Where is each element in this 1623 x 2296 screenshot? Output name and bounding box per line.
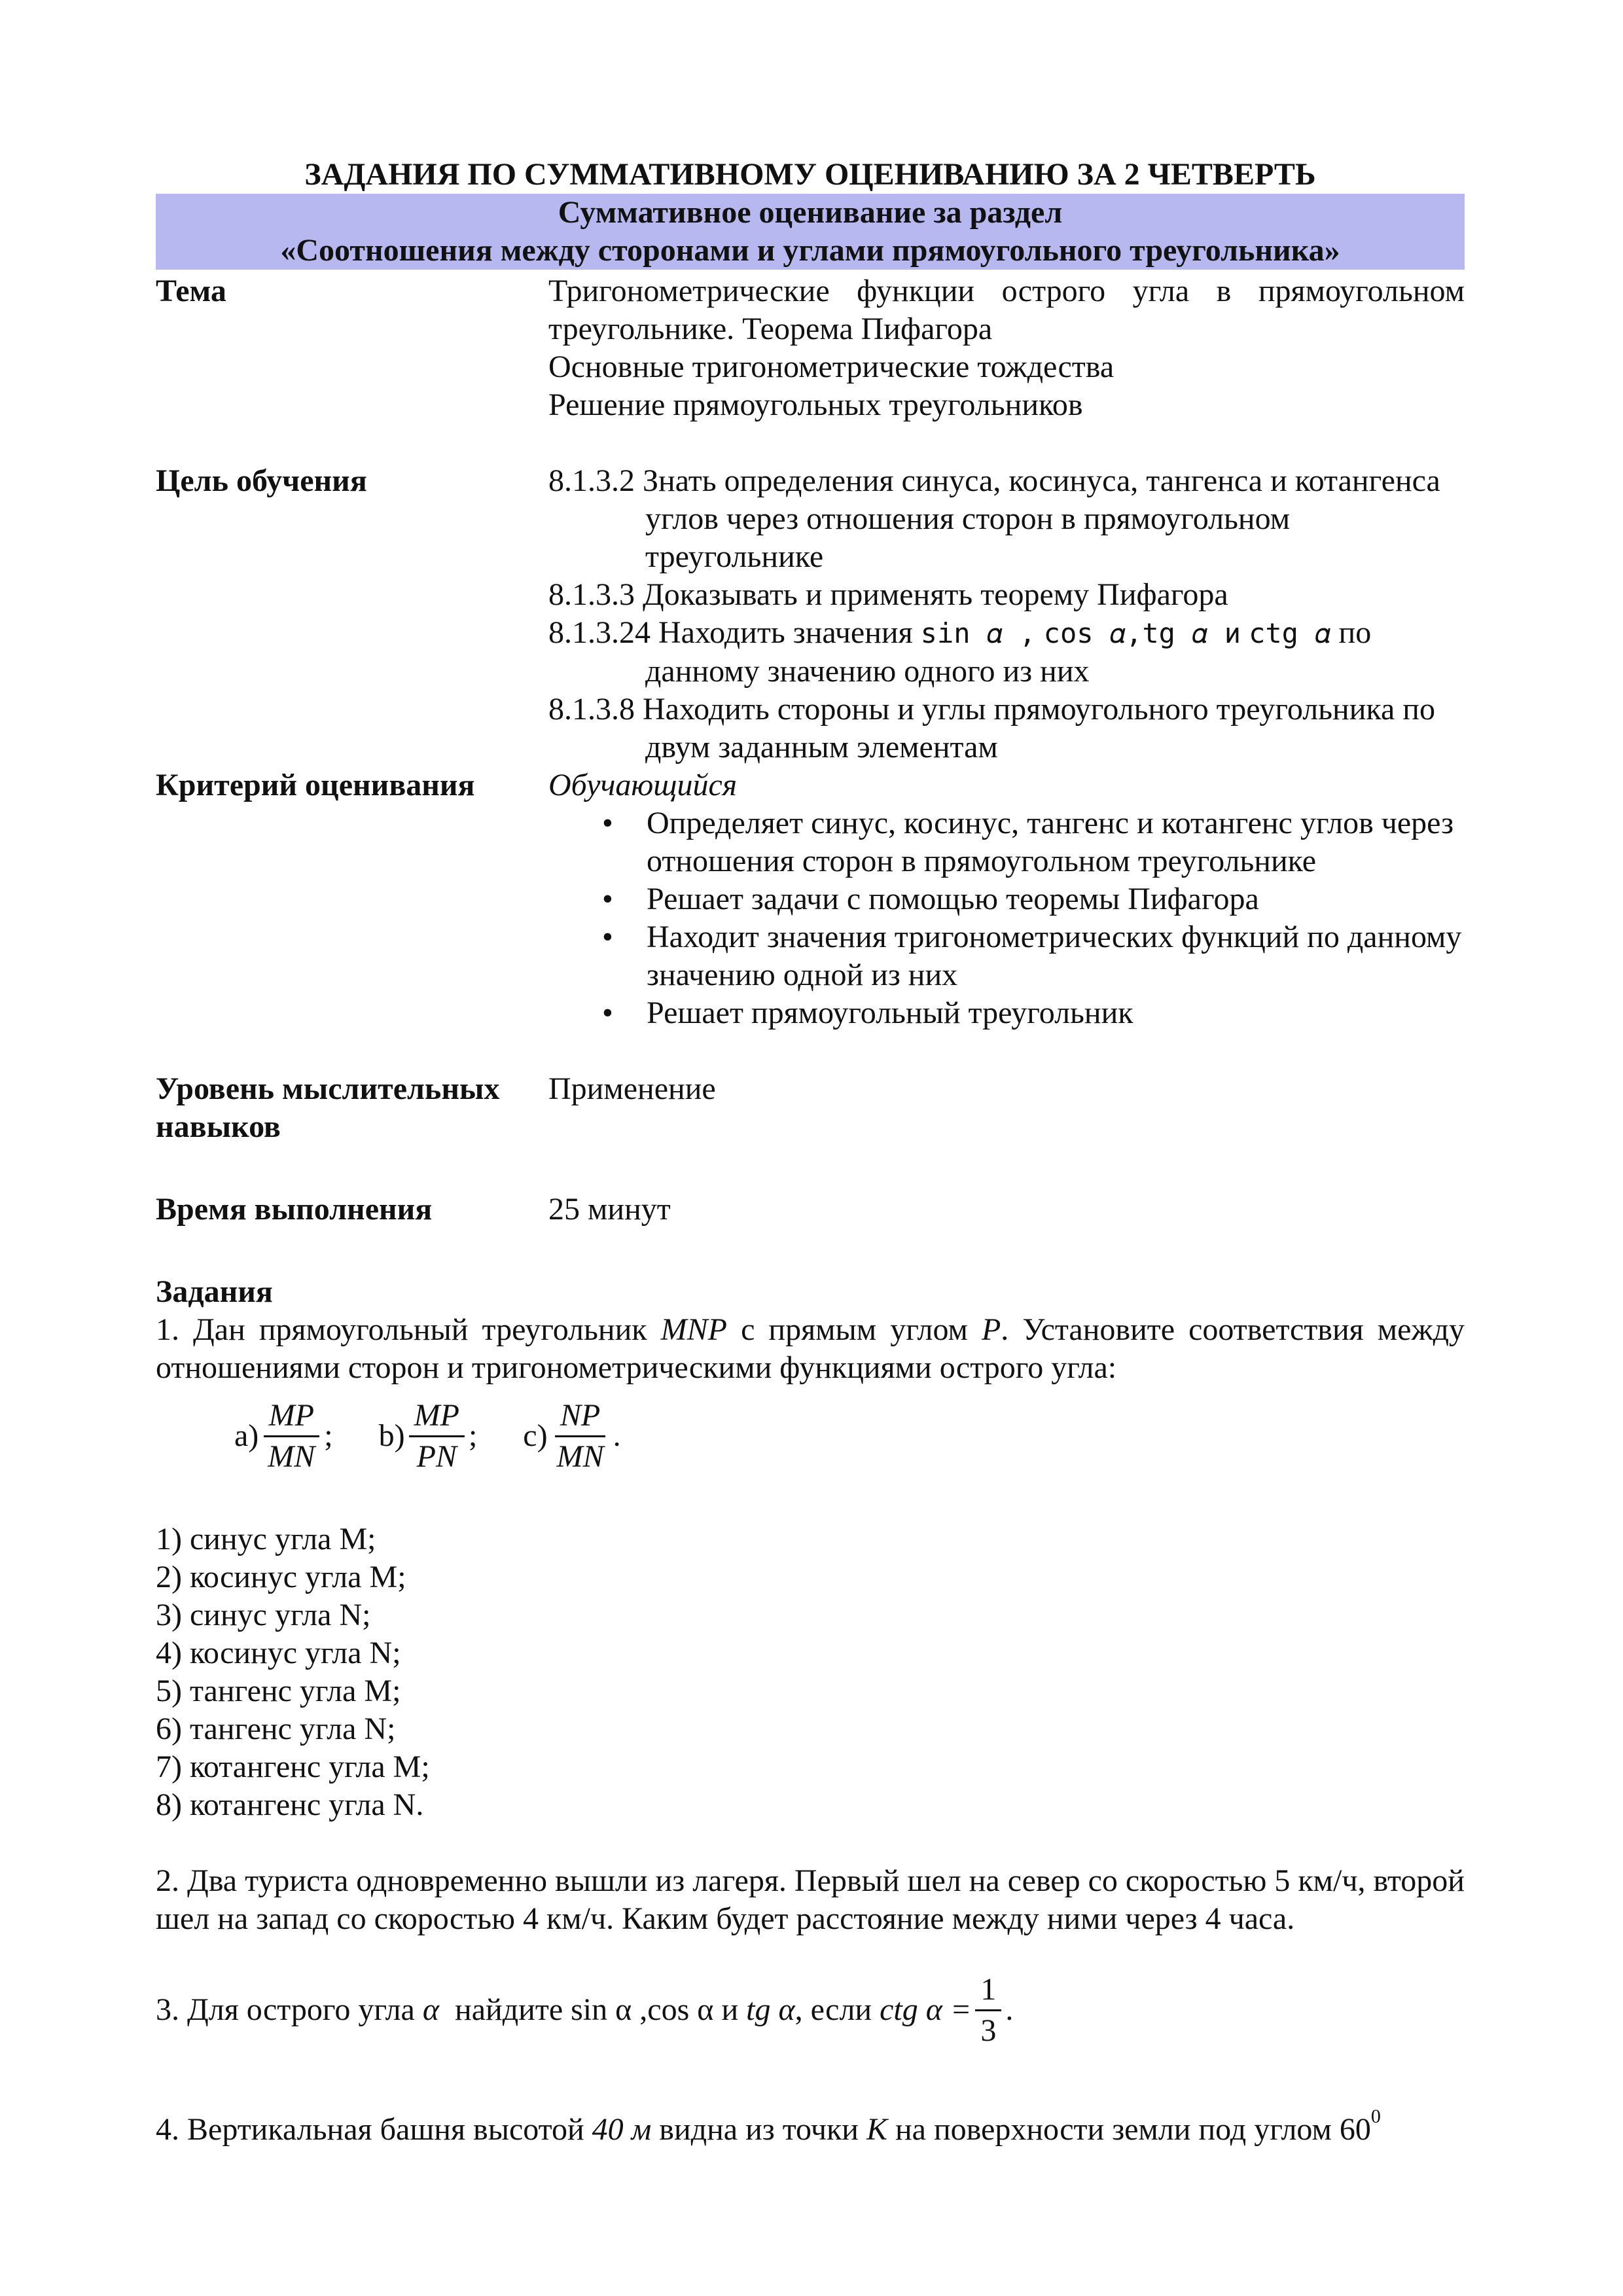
fraction-punct: ;	[324, 1418, 333, 1453]
fraction-numerator: 1	[975, 1970, 1001, 2011]
fraction-denominator: PN	[416, 1439, 457, 1474]
criteria-item	[548, 994, 1465, 1032]
task-1-text	[156, 1311, 1465, 1387]
criteria-item	[548, 880, 1465, 918]
tema-line-1: Тригонометрические функции острого угла в прямоугольном треугольнике. Теорема Пифагора	[548, 274, 1465, 346]
fraction	[409, 1396, 465, 1477]
level-label: Уровень мыслительных навыков	[156, 1071, 500, 1144]
fraction-numerator: NP	[555, 1396, 605, 1437]
point-k: K	[866, 2112, 887, 2147]
time-row	[156, 1191, 1465, 1229]
task-4-text	[156, 2098, 1465, 2149]
goal-row	[156, 462, 1465, 766]
cos-alpha: cos 𝛼,	[1043, 617, 1143, 649]
cos-alpha: ,cos α	[639, 1992, 714, 2027]
worksheet-page	[156, 156, 1465, 2149]
goal-item-3-code: 8.1.3.24 Находить значения	[548, 615, 913, 650]
task-4-part: видна из точки	[659, 2112, 859, 2147]
fraction	[975, 1970, 1001, 2051]
sin-alpha: sin 𝛼 ,	[920, 617, 1036, 649]
goal-item-2: 8.1.3.3 Доказывать и применять теорему Пифагора	[548, 577, 1228, 612]
answer-option: 5) тангенс угла M;	[156, 1674, 401, 1708]
ctg-alpha: ctg 𝛼	[1249, 617, 1331, 649]
fraction-label: b)	[378, 1418, 405, 1453]
criteria-lead: Обучающийся	[548, 768, 738, 802]
task-3-part: найдите	[455, 1992, 563, 2027]
goal-label: Цель обучения	[156, 463, 367, 498]
ctg-alpha: ctg α =	[880, 1992, 972, 2027]
section-banner-line1: Суммативное оценивание за раздел	[558, 195, 1063, 230]
fraction-punct: ;	[468, 1418, 478, 1453]
triangle-name: MNP	[660, 1312, 727, 1347]
fraction-c	[523, 1396, 620, 1477]
fraction-numerator: MP	[264, 1396, 319, 1437]
fraction-denominator: MN	[268, 1439, 315, 1474]
answer-option: 7) котангенс угла M;	[156, 1749, 430, 1784]
fraction-denominator: 3	[980, 2013, 997, 2048]
degree-mark: 0	[1370, 2106, 1381, 2127]
goal-item-1: 8.1.3.2 Знать определения синуса, косинуса, тангенса и котангенса углов через отношения сторон в прямоугольном треугольнике	[548, 463, 1440, 574]
tower-height: 40 м	[592, 2112, 652, 2147]
criteria-list	[548, 804, 1465, 1032]
ratio-fractions	[156, 1387, 1465, 1485]
criteria-item-text: Находит значения тригонометрических функций по данному значению одной из них	[647, 920, 1462, 992]
tema-value	[548, 272, 1465, 424]
tg-alpha: tg 𝛼 и	[1142, 617, 1241, 649]
task-3-part: , если	[794, 1992, 872, 2027]
task-3-text	[156, 1964, 1465, 2056]
task-4-part: 4. Вертикальная башня высотой	[156, 2112, 584, 2147]
tema-line-2: Основные тригонометрические тождества	[548, 350, 1115, 384]
goal-item-3	[548, 614, 1465, 691]
answer-option: 8) котангенс угла N.	[156, 1787, 424, 1822]
criteria-item-text: Решает прямоугольный треугольник	[647, 996, 1133, 1030]
fraction-denominator: MN	[556, 1439, 604, 1474]
fraction-a	[234, 1396, 333, 1477]
tema-line-3: Решение прямоугольных треугольников	[548, 387, 1083, 422]
task-3-part: и	[721, 1992, 739, 2027]
answer-option: 3) синус угла N;	[156, 1598, 371, 1632]
task-1-part: 1. Дан прямоугольный треугольник	[156, 1312, 647, 1347]
fraction-label: a)	[234, 1418, 259, 1453]
bullet-icon: •	[602, 806, 613, 840]
level-value: Применение	[548, 1071, 716, 1106]
right-angle-vertex: P	[981, 1312, 1001, 1347]
task-1-part: с прямым углом	[741, 1312, 968, 1347]
goal-item-3-rest: по данному значению одного из них	[645, 615, 1372, 689]
tema-row	[156, 272, 1465, 424]
task-4-part: на поверхности земли под углом	[895, 2112, 1332, 2147]
fraction-b	[379, 1396, 478, 1477]
time-value: 25 минут	[548, 1192, 671, 1227]
answer-option: 4) косинус угла N;	[156, 1636, 401, 1670]
angle-value: 60	[1339, 2112, 1371, 2147]
fraction	[262, 1396, 320, 1477]
answer-option: 6) тангенс угла N;	[156, 1712, 396, 1746]
tasks-heading: Задания	[156, 1274, 273, 1309]
criteria-value	[548, 766, 1465, 1032]
document-title: ЗАДАНИЯ ПО СУММАТИВНОМУ ОЦЕНИВАНИЮ ЗА 2 ЧЕТВЕРТЬ	[304, 157, 1316, 192]
fraction-punct: .	[613, 1418, 621, 1453]
answer-options	[156, 1520, 1465, 1824]
criteria-item	[548, 804, 1465, 880]
fraction-label: c)	[523, 1418, 548, 1453]
goal-value	[548, 462, 1465, 766]
task-3-part: 3. Для острого угла	[156, 1992, 415, 2027]
tema-label: Тема	[156, 274, 226, 308]
section-banner	[156, 194, 1465, 270]
criteria-row	[156, 766, 1465, 1032]
bullet-icon: •	[602, 996, 613, 1030]
bullet-icon: •	[602, 920, 613, 954]
tg-alpha: tg α	[746, 1992, 795, 2027]
goal-item-4: 8.1.3.8 Находить стороны и углы прямоугольного треугольника по двум заданным элементам	[548, 692, 1435, 764]
task-1-part: . Установите соответствия между отношениями сторон и тригонометрическими функциями острого угла:	[156, 1312, 1465, 1385]
criteria-item-text: Определяет синус, косинус, тангенс и котангенс углов через отношения сторон в прямоугольном треугольнике	[647, 806, 1454, 878]
answer-option: 1) синус угла M;	[156, 1522, 376, 1556]
bullet-icon: •	[602, 882, 613, 916]
task-2-text: 2. Два туриста одновременно вышли из лагеря. Первый шел на север со скоростью 5 км/ч, второй шел на запад со скоростью 4 км/ч. Каким будет расстояние между ними через 4 часа.	[156, 1863, 1465, 1936]
fraction-numerator: MP	[409, 1396, 465, 1437]
time-label: Время выполнения	[156, 1192, 433, 1227]
sin-alpha: sin α	[571, 1992, 632, 2027]
level-row	[156, 1070, 1465, 1146]
criteria-label: Критерий оценивания	[156, 768, 475, 802]
criteria-item	[548, 918, 1465, 994]
answer-option: 2) косинус угла M;	[156, 1560, 406, 1594]
fraction	[552, 1396, 609, 1477]
section-banner-line2: «Соотношения между сторонами и углами прямоугольного треугольника»	[280, 233, 1340, 268]
criteria-item-text: Решает задачи с помощью теоремы Пифагора	[647, 882, 1259, 916]
task-3-part: .	[1005, 1992, 1014, 2027]
alpha-symbol: α	[422, 1992, 440, 2027]
